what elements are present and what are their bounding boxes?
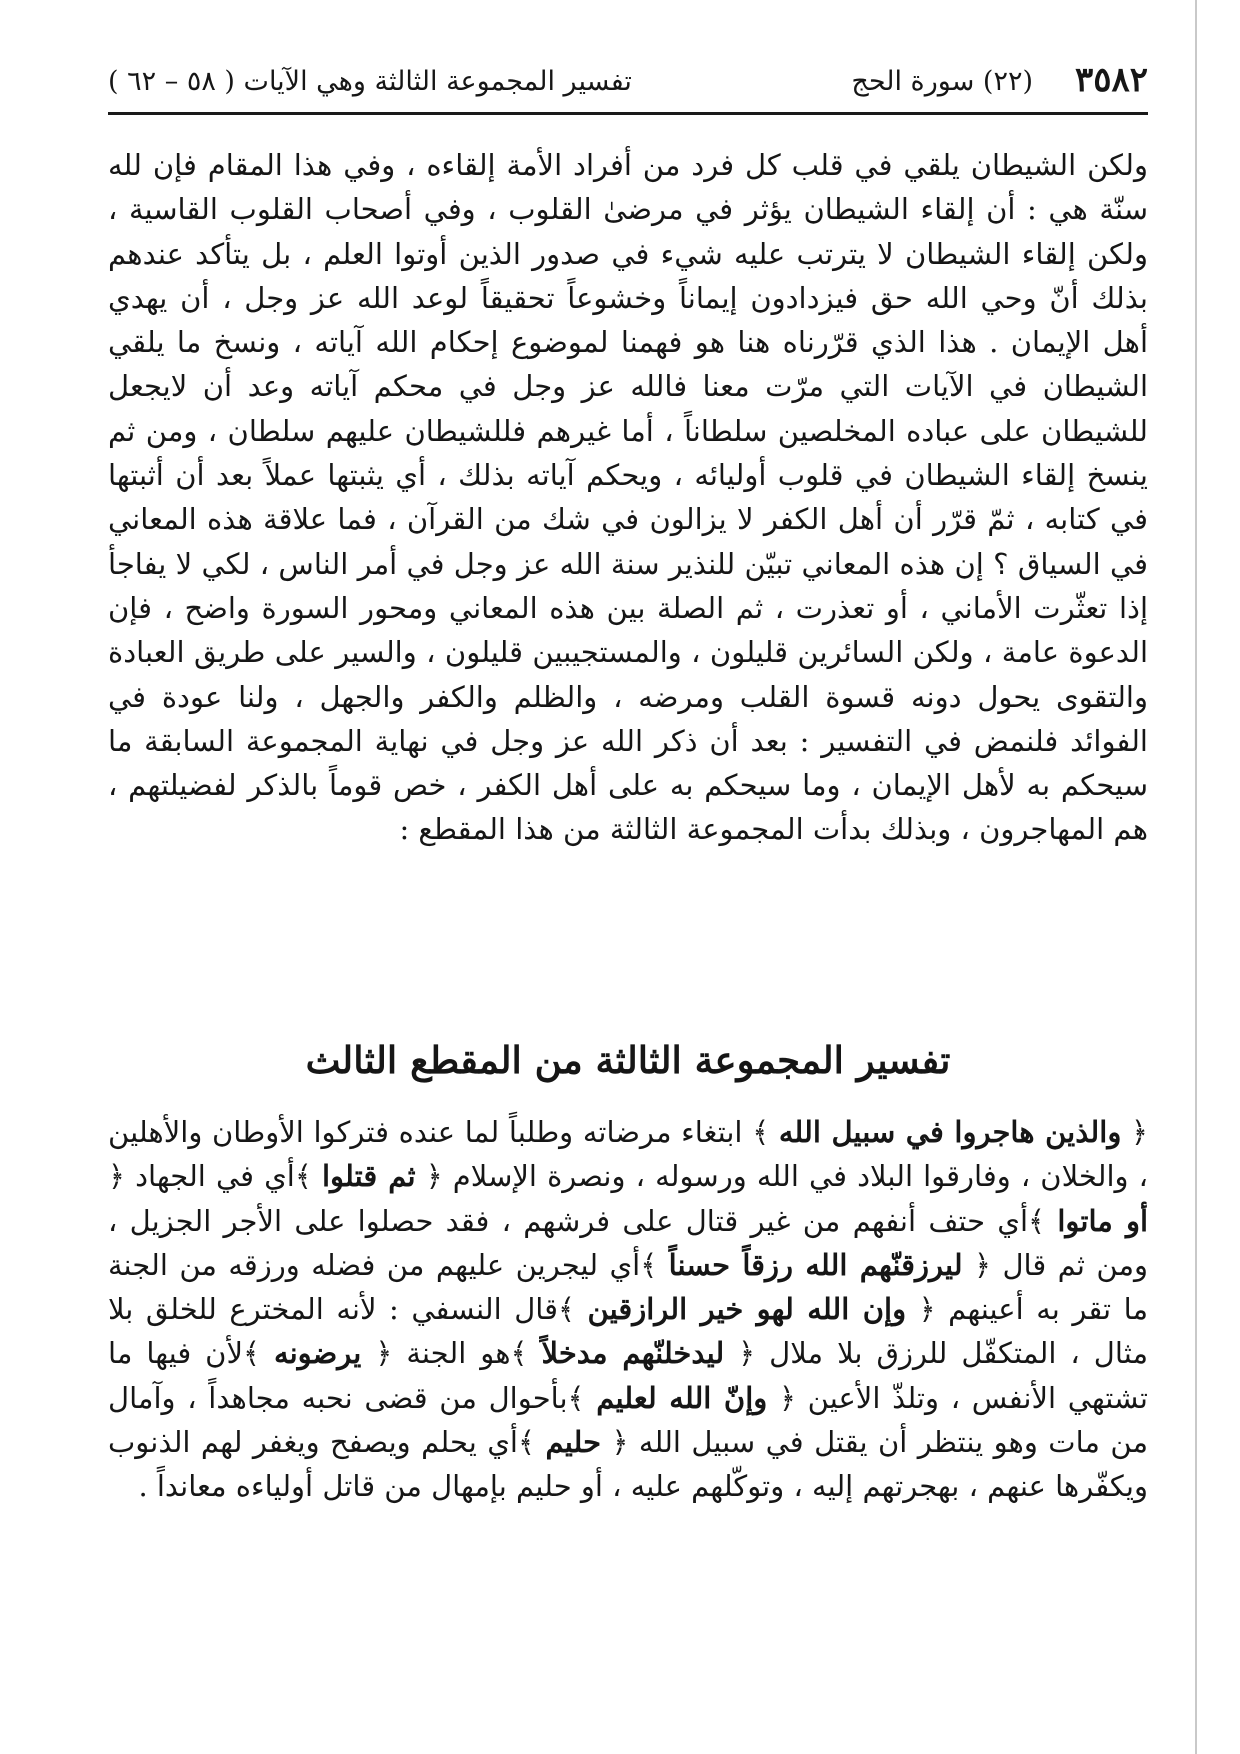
running-title: تفسير المجموعة الثالثة وهي الآيات ( ٥٨ – ٦٢ ) — [108, 66, 632, 97]
commentary-text: بأحوال من قضى نحبه مجاهداً ، وآمال من مات وهو ينتظر أن يقتل في سبيل الله — [108, 1380, 1149, 1460]
commentary-text: هو الجنة — [392, 1336, 511, 1371]
ornate-bracket-open: ﴿ — [108, 1159, 125, 1194]
verse-quote: يرضونه — [274, 1336, 362, 1371]
verse-quote: وإن الله لهو خير الرازقين — [587, 1292, 907, 1327]
ornate-bracket-open: ﴿ — [375, 1336, 393, 1371]
verse-quote: وإنّ الله لعليم — [596, 1380, 768, 1415]
ornate-bracket-open: ﴿ — [1131, 1115, 1149, 1149]
page-edge-line — [1195, 0, 1197, 1754]
ornate-bracket-open: ﴿ — [778, 1380, 796, 1415]
commentary-text: أي حتف أنفهم من غير قتال على فرشهم ، فقد حصلوا على الأجر الجزيل ، ومن ثم قال — [108, 1203, 1149, 1282]
ornate-bracket-close: ﴾ — [510, 1336, 528, 1371]
ornate-bracket-open: ﴿ — [738, 1336, 756, 1371]
header-rule — [108, 112, 1148, 115]
section-heading: تفسير المجموعة الثالثة من المقطع الثالث — [305, 1038, 951, 1082]
commentary-text: أي يحلم ويصفح ويغفر لهم الذنوب ويكفّرها عنهم ، بهجرتهم إليه ، وتوكّلهم عليه ، أو حليم بإمهال من قاتل أولياءه معانداً . — [108, 1425, 1148, 1504]
surah-label: (٢٢) سورة الحج — [851, 66, 1033, 97]
commentary-text: ابتغاء مرضاته وطلباً لما عنده فتركوا الأوطان والأهلين ، والخلان ، وفارقوا البلاد في الله ورسوله ، ونصرة الإسلام — [108, 1115, 1148, 1194]
ornate-bracket-open: ﴿ — [974, 1247, 992, 1282]
intro-paragraph: ولكن الشيطان يلقي في قلب كل فرد من أفراد الأمة إلقاءه ، وفي هذا المقام فإن لله سنّة هي : أن إلقاء الشيطان يؤثر في مرضىٰ القلوب ، وفي أصحاب القلوب القاسية ، ولكن إلقاء الشيطان لا يترتب عليه شيء في صدور الذين أوتوا العلم ، بل يتأكد عندهم بذلك أنّ وحي الله حق فيزدادون إيماناً وخشوعاً تحقيقاً لوعد الله عز وجل ، أن يهدي أهل الإيمان . هذا الذي قرّرناه هنا هو فهمنا لموضوع إحكام الله آياته ، ونسخ ما يلقي الشيطان في الآيات التي مرّت معنا فالله عز وجل في محكم آياته وعد أن لايجعل للشيطان على عباده المخلصين سلطاناً ، أما غيرهم فللشيطان عليهم سلطان ، ومن ثم ينسخ إلقاء الشيطان في قلوب أوليائه ، ويحكم آياته بذلك ، أي يثبتها عملاً بعد أن أثبتها في كتابه ، ثمّ قرّر أن أهل الكفر لا يزالون في شك من القرآن ، فما علاقة هذه المعاني في السياق ؟ إن هذه المعاني تبيّن للنذير سنة الله عز وجل في أمر الناس ، لكي لا يفاجأ إذا تعثّرت الأماني ، أو تعذرت ، ثم الصلة بين هذه المعاني ومحور السورة واضح ، فإن الدعوة عامة ، ولكن السائرين قليلون ، والمستجيبين قليلون ، والسير على طريق العبادة والتقوى يحول دونه قسوة القلب ومرضه ، والظلم والكفر والجهل ، ولنا عودة في الفوائد فلنمض في التفسير : بعد أن ذكر الله عز وجل في نهاية المجموعة السابقة ما سيحكم به لأهل الإيمان ، وما سيحكم به على أهل الكفر ، خص قوماً بالذكر لفضيلتهم ، هم المهاجرون ، وبذلك بدأت المجموعة الثالثة من هذا المقطع : — [108, 148, 1148, 847]
ornate-bracket-close: ﴾ — [294, 1159, 312, 1194]
commentary-text: لأن فيها ما تشتهي الأنفس ، وتلذّ الأعين — [108, 1336, 1148, 1415]
commentary-text: أي ليجرين عليهم من فضله ورزقه من الجنة ما تقر به أعينهم — [108, 1247, 1148, 1327]
ornate-bracket-close: ﴾ — [558, 1292, 575, 1327]
ornate-bracket-close: ﴾ — [752, 1115, 770, 1149]
verse-quote: ليدخلنّهم مدخلاً — [541, 1336, 725, 1371]
ornate-bracket-close: ﴾ — [243, 1336, 261, 1371]
ornate-bracket-open: ﴿ — [425, 1159, 443, 1194]
verse-quote: والذين هاجروا في سبيل الله — [778, 1115, 1122, 1149]
verse-quote: ثم قتلوا — [321, 1159, 416, 1194]
ornate-bracket-open: ﴿ — [611, 1425, 629, 1460]
tafsir-paragraph — [108, 1110, 1148, 1509]
ornate-bracket-close: ﴾ — [640, 1247, 658, 1282]
verse-quote: ليرزقنّهم الله رزقاً حسناً — [668, 1247, 963, 1282]
page-number: ٣٥٨٢ — [1074, 60, 1148, 100]
verse-quote: حليم — [545, 1425, 602, 1460]
ornate-bracket-close: ﴾ — [1028, 1203, 1046, 1238]
ornate-bracket-open: ﴿ — [918, 1292, 936, 1327]
verse-quote: أو ماتوا — [1057, 1203, 1149, 1238]
ornate-bracket-close: ﴾ — [567, 1380, 585, 1415]
commentary-text: قال النسفي : لأنه المخترع للخلق بلا مثال ، المتكفّل للرزق بلا ملال — [108, 1292, 1148, 1371]
page-header — [108, 55, 1148, 115]
commentary-text: أي في الجهاد — [125, 1159, 295, 1194]
ornate-bracket-close: ﴾ — [517, 1425, 535, 1460]
